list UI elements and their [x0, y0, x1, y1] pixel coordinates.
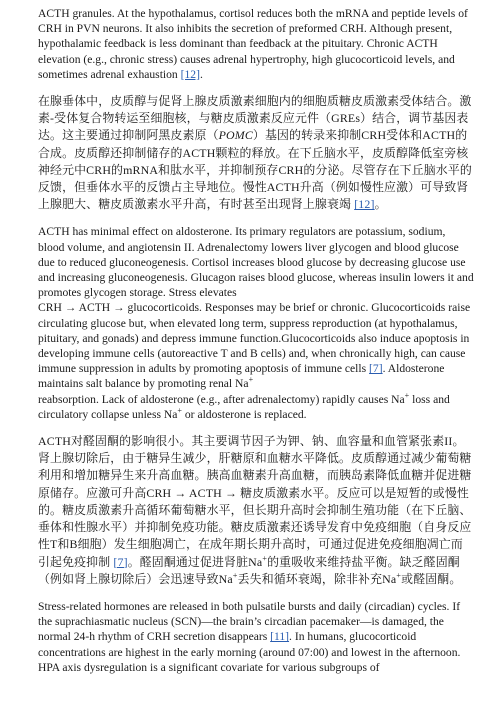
text-run: ACTH granules. At the hypothalamus, cortisol reduces both the mRNA and peptide levels of CRH in PVN neurons. It also inhibits the secretion of preformed CRH. Although present, hypothalamic feedback is less dominant than feedback at the pituitary. Chronic ACTH elevation (e.g., chronic stress) causes adrenal hypertrophy, high glucocorticoid levels, and sometimes adrenal exhaustion — [38, 7, 468, 81]
text-run: . — [199, 67, 203, 81]
text-run: Stress-related hormones are released in both pulsatile bursts and daily (circadian) cycles. If the suprachiasmatic nucleus (SCN)—the brain’s circadian pacemaker—is damaged, the normal 24-h rhythm of CRH secretion disappears — [38, 599, 461, 644]
paragraph-en-aldosterone — [38, 224, 474, 422]
paragraph-en-circadian — [38, 599, 474, 675]
citation-link[interactable]: [7] — [369, 362, 383, 376]
text-run: CRH → ACTH → glucocorticoids. Responses may be brief or chronic. Glucocorticoids raise circulating glucose but, when elevated long term, suppress reproduction (at hypothalamus, pituitary, and gonads) and depress immune function.Glucocorticoids also induce apoptosis in developing immune cells (autoreactive T and B cells) and, when chronically high, can cause immune suppression in adults by promoting apoptosis of immune cells — [38, 301, 471, 376]
superscript-charge: + — [248, 375, 254, 385]
text-run: reabsorption. Lack of aldosterone (e.g., after adrenalectomy) rapidly causes Na — [38, 392, 405, 406]
citation-link[interactable]: [7] — [113, 554, 128, 569]
citation-link[interactable]: [12] — [180, 67, 200, 81]
text-run: 的重吸收来维持盐平衡。缺乏醛固酮（例如肾上腺切除后）会迅速导致Na — [38, 554, 460, 586]
citation-link[interactable]: [12] — [354, 197, 375, 212]
text-run: ACTH对醛固酮的影响很小。其主要调节因子为钾、钠、血容量和血管紧张素II。肾上腺切除后，由于糖异生减少，肝糖原和血糖水平降低。皮质醇通过减少葡萄糖利用和增加糖异生来升高血糖。胰高血糖素升高血糖，而胰岛素降低血糖并促进糖原储存。应激可升高CRH → ACTH → 糖皮质激素水平。反应可以是短暂的或慢性的。糖皮质激素升高循环葡萄糖水平，但长期升高时会抑制生殖功能（在下丘脑、垂体和性腺水平）并抑制免疫功能。糖皮质激素还诱导发育中免疫细胞（自身反应性T和B细胞）发生细胞凋亡，在成年期长期升高时，可通过促进免疫细胞凋亡而引起免疫抑制 — [38, 434, 472, 569]
superscript-charge: + — [396, 570, 402, 580]
text-run: . In humans, glucocorticoid concentrations are highest in the early morning (around 07:00) and lowest in the afternoon. HPA axis dysregulation is a significant covariate for various subgroups of — [38, 630, 461, 674]
paragraph-zh-aldosterone — [38, 433, 474, 588]
text-run: loss and circulatory collapse unless Na — [38, 392, 450, 421]
text-run: 丢失和循环衰竭，除非补充Na — [237, 571, 397, 586]
gene-name: POMC — [218, 128, 253, 143]
citation-link[interactable]: [11] — [270, 630, 290, 644]
text-run: 在腺垂体中，皮质醇与促肾上腺皮质激素细胞内的细胞质糖皮质激素受体结合。激素-受体复合物转运至细胞核，与糖皮质激素反应元件（GREs）结合，调节基因表达。这主要通过抑制阿黑皮素原（ — [38, 94, 472, 143]
text-run: ）基因的转录来抑制CRH受体和ACTH的合成。皮质醇还抑制储存的ACTH颗粒的释放。在下丘脑水平，皮质醇降低室旁核神经元中CRH的mRNA和肽水平，并抑制预存CRH的分泌。尽管存在下丘脑水平的反馈，但垂体水平的反馈占主导地位。慢性ACTH升高（例如慢性应激）可导致肾上腺肥大、糖皮质激素水平升高，有时甚至出现肾上腺衰竭 — [38, 128, 472, 212]
text-run: 或醛固酮。 — [401, 571, 462, 586]
text-run: 。醛固酮通过促进肾脏Na — [127, 554, 263, 569]
text-run: . Aldosterone maintains salt balance by promoting renal Na — [38, 362, 445, 391]
text-run: or aldosterone is replaced. — [181, 407, 307, 421]
superscript-charge: + — [232, 570, 238, 580]
paragraph-en-feedback — [38, 6, 474, 82]
text-run: ACTH has minimal effect on aldosterone. Its primary regulators are potassium, sodium, blood volume, and angiotensin II. Adrenalectomy lowers liver glycogen and blood glucose due to reduced gluconeogenesis. Cortisol increases blood glucose by decreasing glucose use and increasing gluconeogenesis. Glucagon raises blood glucose, whereas insulin lowers it and promotes glycogen storage. Stress elevates — [38, 225, 474, 300]
superscript-charge: + — [404, 390, 410, 400]
superscript-charge: + — [262, 553, 268, 563]
paragraph-zh-feedback — [38, 93, 474, 213]
superscript-charge: + — [177, 406, 182, 416]
text-run: 。 — [374, 197, 387, 212]
